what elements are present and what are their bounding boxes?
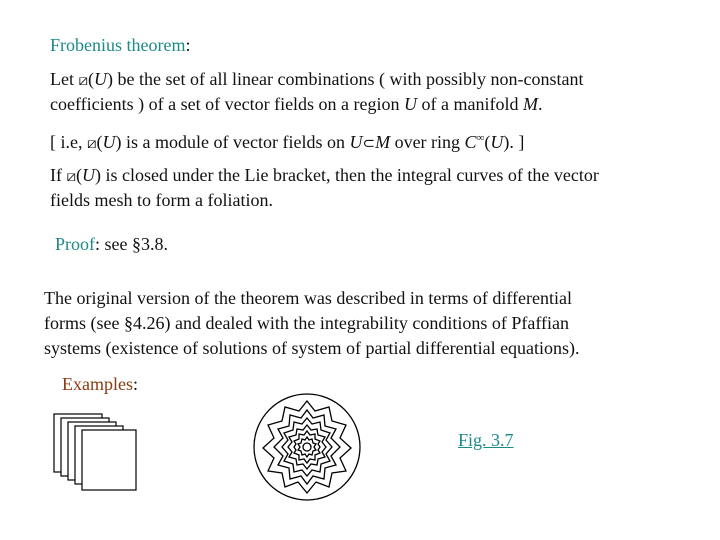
history-line-3: systems (existence of solutions of system of partial differential equations). <box>44 338 580 358</box>
module-symbol-icon: ⧄ <box>66 167 77 185</box>
figure-3-7-link[interactable]: Fig. 3.7 <box>458 430 514 450</box>
proof-label: Proof <box>55 234 95 254</box>
text: If <box>50 165 67 185</box>
text: over ring <box>390 132 465 152</box>
history-line-1: The original version of the theorem was described in terms of differential <box>44 288 572 308</box>
subset-symbol-icon: ⊂ <box>362 134 376 152</box>
var-M: M <box>375 132 391 152</box>
var-U: U <box>490 132 504 152</box>
stacked-sheets-figure <box>52 410 142 492</box>
text: ) be the set of all linear combinations ( with possibly non-constant <box>107 69 584 89</box>
var-M: M <box>523 94 539 114</box>
theorem-line-2 <box>50 92 543 116</box>
var-U: U <box>82 165 96 185</box>
text: Let <box>50 69 79 89</box>
module-symbol-icon: ⧄ <box>78 71 89 89</box>
theorem-line-3 <box>50 126 524 155</box>
theorem-title-colon: : <box>185 35 191 55</box>
text: of a manifold <box>417 94 524 114</box>
theorem-line-1 <box>50 67 583 92</box>
text: . <box>538 94 543 114</box>
text: ). ] <box>503 132 525 152</box>
text: ) is closed under the Lie bracket, then the integral curves of the vector <box>95 165 599 185</box>
text: [ i.e, <box>50 132 87 152</box>
examples-label: Examples <box>62 374 133 394</box>
theorem-title-text: Frobenius theorem <box>50 35 186 55</box>
text: coefficients ) of a set of vector fields on a region <box>50 94 405 114</box>
theorem-line-4 <box>50 163 599 188</box>
theorem-title <box>50 33 191 57</box>
var-C: C <box>464 132 477 152</box>
theorem-line-5: fields mesh to form a foliation. <box>50 190 273 210</box>
text: ( <box>88 69 95 89</box>
var-U: U <box>404 94 418 114</box>
text: ( <box>76 165 83 185</box>
text: ( <box>484 132 491 152</box>
var-U: U <box>102 132 116 152</box>
text: ( <box>96 132 103 152</box>
text: ) is a module of vector fields on <box>115 132 350 152</box>
examples-colon: : <box>132 374 138 394</box>
proof-line <box>55 232 168 256</box>
var-U: U <box>94 69 108 89</box>
proof-reference: : see §3.8. <box>95 234 168 254</box>
examples-heading <box>62 372 138 396</box>
nested-circles-figure <box>252 392 362 502</box>
var-U: U <box>349 132 363 152</box>
history-line-2: forms (see §4.26) and dealed with the integrability conditions of Pfaffian <box>44 313 570 333</box>
infinity-symbol: ∞ <box>476 132 485 144</box>
module-symbol-icon: ⧄ <box>86 134 97 152</box>
